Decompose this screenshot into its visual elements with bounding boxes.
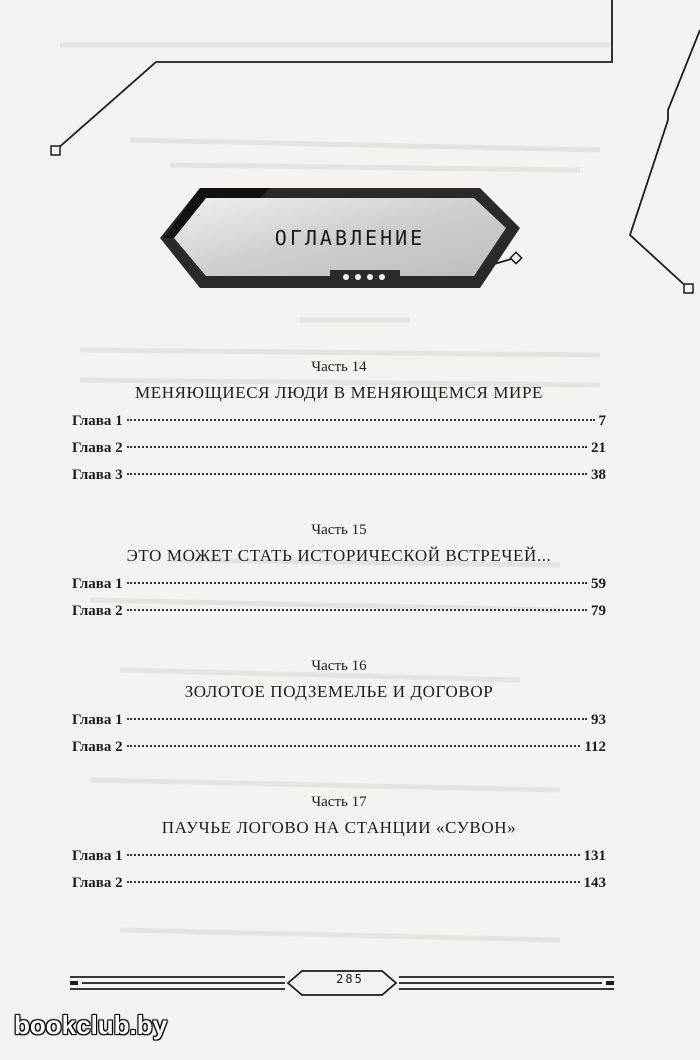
page-number: 93: [591, 712, 606, 728]
dot-leader: [127, 419, 595, 421]
chapter-name: Глава 1: [72, 848, 123, 864]
toc-entry[interactable]: [72, 598, 606, 625]
part-title: МЕНЯЮЩИЕСЯ ЛЮДИ В МЕНЯЮЩЕМСЯ МИРЕ: [135, 383, 543, 402]
toc-entry[interactable]: [72, 408, 606, 435]
chapter-name: Глава 3: [72, 467, 123, 483]
toc-entry[interactable]: [72, 870, 606, 897]
page-number-footer: 285: [336, 972, 364, 986]
toc-entry[interactable]: [72, 843, 606, 870]
dot-leader: [127, 881, 580, 883]
dot-leader: [127, 446, 587, 448]
part-15: [72, 519, 606, 625]
toc-entry[interactable]: [72, 571, 606, 598]
chapter-name: Глава 2: [72, 739, 123, 755]
chapter-name: Глава 2: [72, 875, 123, 891]
dot-leader: [127, 473, 587, 475]
dot-leader: [127, 582, 587, 584]
spacer: [72, 489, 606, 519]
spacer: [72, 761, 606, 791]
toc-entry[interactable]: [72, 734, 606, 761]
page-number: 7: [598, 413, 606, 429]
toc-entry[interactable]: [72, 462, 606, 489]
dot-leader: [127, 854, 580, 856]
part-title: ЭТО МОЖЕТ СТАТЬ ИСТОРИЧЕСКОЙ ВСТРЕЧЕЙ...: [126, 546, 552, 565]
part-label: Часть 14: [311, 359, 367, 375]
page-number: 112: [584, 739, 606, 755]
page-number: 79: [591, 603, 606, 619]
watermark: bookclub.by: [14, 1010, 168, 1040]
page-number: 59: [591, 576, 606, 592]
page-title: ОГЛАВЛЕНИЕ: [274, 226, 426, 250]
part-label: Часть 17: [311, 794, 367, 810]
part-title: ПАУЧЬЕ ЛОГОВО НА СТАНЦИИ «СУВОН»: [161, 818, 517, 837]
toc-entry[interactable]: [72, 707, 606, 734]
part-title: ЗОЛОТОЕ ПОДЗЕМЕЛЬЕ И ДОГОВОР: [184, 682, 494, 701]
chapter-name: Глава 1: [72, 712, 123, 728]
part-17: [72, 791, 606, 897]
page-number: 131: [583, 848, 606, 864]
part-14: [72, 356, 606, 489]
dot-leader: [127, 609, 587, 611]
table-of-contents: [72, 356, 606, 897]
toc-entry[interactable]: [72, 435, 606, 462]
chapter-name: Глава 2: [72, 603, 123, 619]
page-number: 143: [583, 875, 606, 891]
dot-leader: [127, 745, 581, 747]
chapter-name: Глава 1: [72, 413, 123, 429]
dot-leader: [127, 718, 587, 720]
page-number: 38: [591, 467, 606, 483]
part-16: [72, 655, 606, 761]
part-label: Часть 15: [311, 522, 367, 538]
part-label: Часть 16: [311, 658, 367, 674]
page-number: 21: [591, 440, 606, 456]
chapter-name: Глава 1: [72, 576, 123, 592]
spacer: [72, 625, 606, 655]
chapter-name: Глава 2: [72, 440, 123, 456]
